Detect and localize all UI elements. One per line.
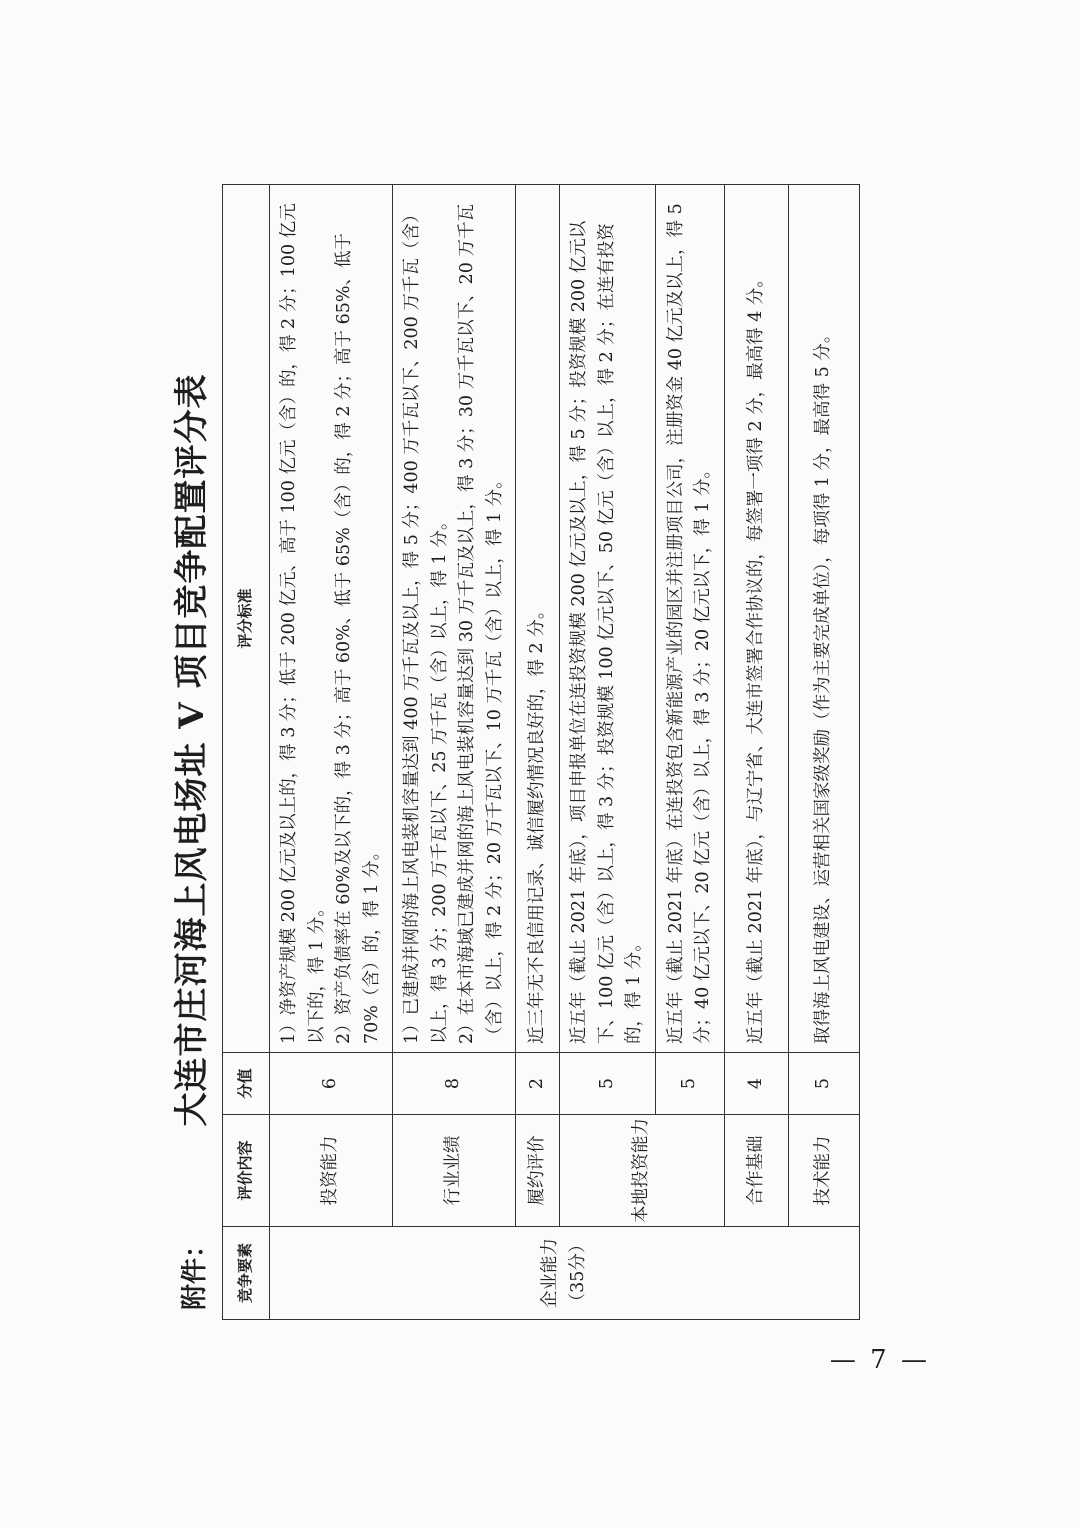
table-row [516,185,560,1320]
page-title: 大连市庄河海上风电场址 V 项目竞争配置评分表 [172,373,212,1127]
criteria-cell [516,185,560,1053]
content-cell: 履约评价 [516,1115,560,1227]
table-row [725,185,789,1320]
score-cell: 5 [789,1053,860,1115]
header-factor: 竞争要素 [223,1227,270,1320]
criteria-cell [789,185,860,1053]
criteria-line: 2）资产负债率在 60%及以下的，得 3 分；高于 60%、低于 65%（含）的，得 2 分；高于 65%、低于 70%（含）的，得 1 分。 [334,233,382,1044]
header-content: 评价内容 [223,1115,270,1227]
criteria-line: 取得海上风电建设、运营相关国家级奖励（作为主要完成单位），每项得 1 分，最高得 5 分。 [813,325,834,1044]
criteria-line: 近五年（截止 2021 年底）在连投资包含新能源产业的园区并注册项目公司，注册资金 40 亿元及以上，得 5 分；40 亿元以下、20 亿元（含）以上，得 3 分；20 亿元以下，得 1 分。 [665,203,713,1044]
criteria-cell [560,185,656,1053]
score-cell: 8 [393,1053,516,1115]
criteria-line: 近五年（截止 2021 年底），项目申报单位在连投资规模 200 亿元及以上，得 5 分；投资规模 200 亿元以下、100 亿元（含）以上，得 3 分；投资规模 100 亿元以下、50 亿元（含）以上，得 2 分；在连有投资的，得 1 分。 [569,220,645,1044]
criteria-line: 近五年（截止 2021 年底），与辽宁省、大连市签署合作协议的，每签署一项得 2 分，最高得 4 分。 [745,270,766,1044]
rotated-page [160,160,850,1340]
table-header-row [223,185,270,1320]
table-row [560,185,656,1320]
criteria-line: 近三年无不良信用记录、诚信履约情况良好的，得 2 分。 [526,601,547,1044]
score-cell: 4 [725,1053,789,1115]
score-cell: 5 [656,1053,725,1115]
factor-cell [270,1227,860,1320]
content-cell: 技术能力 [789,1115,860,1227]
criteria-cell [725,185,789,1053]
page-number: — 7 — [829,1345,930,1375]
content-cell: 本地投资能力 [560,1115,725,1227]
annex-label: 附件： [180,1231,210,1310]
table-row [789,185,860,1320]
score-cell: 5 [560,1053,656,1115]
table-row [270,185,393,1320]
score-cell: 6 [270,1053,393,1115]
criteria-cell [656,185,725,1053]
factor-points: （35分） [567,1235,588,1311]
criteria-cell [270,185,393,1053]
header-score: 分值 [223,1053,270,1115]
content-cell: 合作基础 [725,1115,789,1227]
criteria-cell [393,185,516,1053]
content-cell: 行业业绩 [393,1115,516,1227]
criteria-line: 1）净资产规模 200 亿元及以上的，得 3 分；低于 200 亿元、高于 100 亿元（含）的，得 2 分；100 亿元以下的，得 1 分。 [279,203,327,1044]
header-criteria: 评分标准 [223,185,270,1053]
scoring-table [222,184,860,1320]
score-cell: 2 [516,1053,560,1115]
criteria-line: 1）已建成并网的海上风电装机容量达到 400 万千瓦及以上，得 5 分；400 万千瓦以下、200 万千瓦（含）以上，得 3 分；200 万千瓦以下、25 万千瓦（含）以上，得 1 分。 [402,205,450,1044]
factor-name: 企业能力 [540,1238,560,1308]
content-cell: 投资能力 [270,1115,393,1227]
table-row [393,185,516,1320]
criteria-line: 2）在本市海域已建成并网的海上风电装机容量达到 30 万千瓦及以上，得 3 分；30 万千瓦以下、20 万千瓦（含）以上，得 2 分；20 万千瓦以下、10 万千瓦（含）以上，得 1 分。 [457,204,505,1044]
